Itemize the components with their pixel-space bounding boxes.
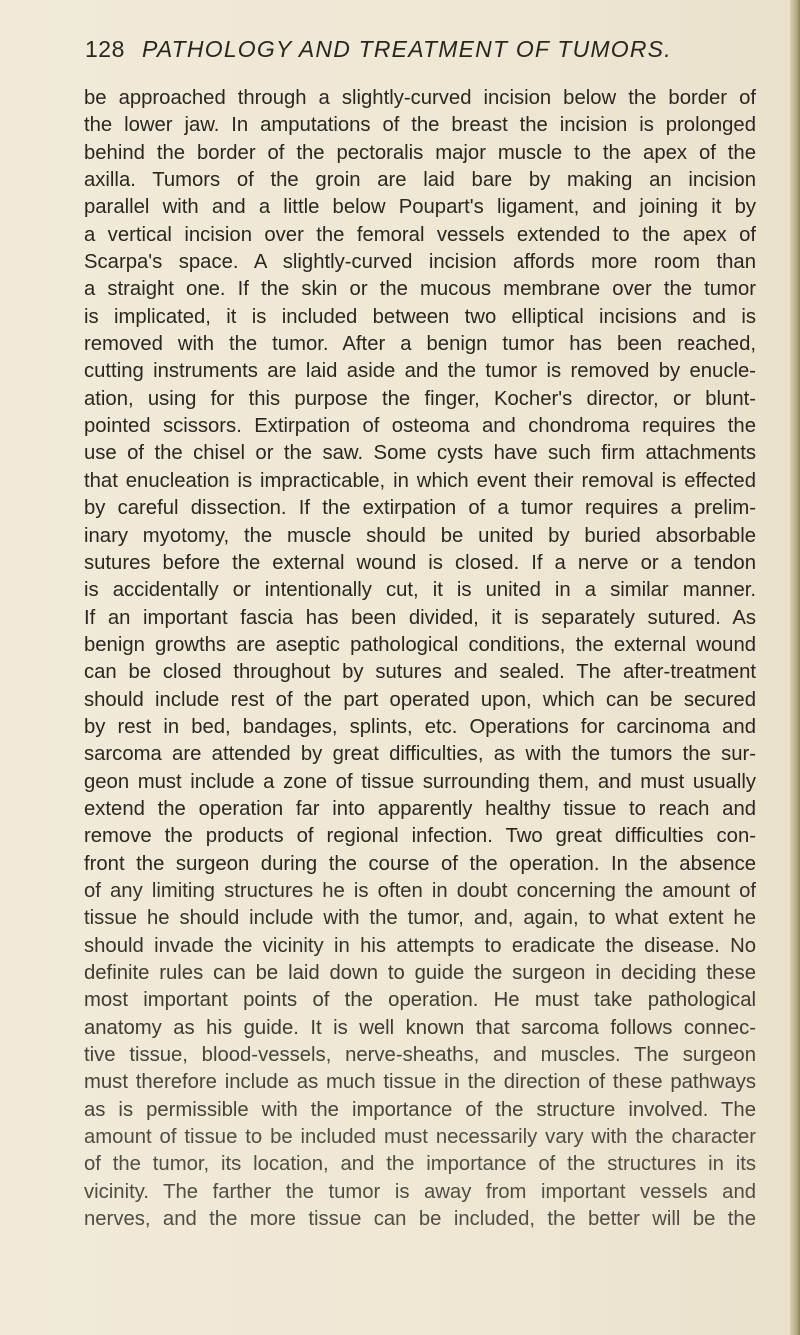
text-line: definite rules can be laid down to guide the surgeon in deciding these [84, 962, 756, 984]
text-line: vicinity. The farther the tumor is away from important vessels and [84, 1180, 756, 1203]
text-line: behind the border of the pectoralis major muscle to the apex of the [84, 141, 756, 164]
page-header [85, 36, 725, 72]
body-text [84, 85, 756, 1233]
page-number: 128 [85, 36, 125, 62]
text-line: tissue he should include with the tumor, and, again, to what extent he [84, 907, 756, 930]
text-line: cutting instruments are laid aside and the tumor is removed by enucle- [84, 360, 756, 383]
text-line: anatomy as his guide. It is well known that sarcoma follows connec- [84, 1016, 756, 1039]
text-line: sutures before the external wound is closed. If a nerve or a tendon [84, 551, 756, 574]
text-line: must therefore include as much tissue in the direction of these pathways [84, 1071, 756, 1094]
text-line: should invade the vicinity in his attempts to eradicate the disease. No [84, 934, 756, 957]
text-line: ation, using for this purpose the finger, Kocher's director, or blunt- [84, 387, 756, 410]
text-line: by careful dissection. If the extirpation of a tumor requires a prelim- [84, 497, 756, 520]
text-line: that enucleation is impracticable, in which event their removal is effected [84, 469, 756, 492]
text-line: is accidentally or intentionally cut, it is united in a similar manner. [84, 579, 756, 602]
text-line: of any limiting structures he is often in doubt concerning the amount of [84, 879, 756, 902]
text-line: front the surgeon during the course of the operation. In the absence [84, 852, 756, 875]
text-line: of the tumor, its location, and the importance of the structures in its [84, 1153, 756, 1176]
text-line: should include rest of the part operated upon, which can be secured [84, 688, 756, 711]
text-line: a vertical incision over the femoral vessels extended to the apex of [84, 223, 756, 246]
text-line: the lower jaw. In amputations of the breast the incision is prolonged [84, 114, 756, 137]
text-line: sarcoma are attended by great difficulties, as with the tumors the sur- [84, 743, 756, 766]
text-line: remove the products of regional infection. Two great difficulties con- [84, 825, 756, 848]
text-line: can be closed throughout by sutures and sealed. The after-treatment [84, 661, 756, 684]
text-line: amount of tissue to be included must necessarily vary with the character [84, 1126, 756, 1149]
text-line: as is permissible with the importance of the structure involved. The [84, 1098, 756, 1121]
text-line: use of the chisel or the saw. Some cysts have such firm attachments [84, 442, 756, 465]
text-line: most important points of the operation. He must take pathological [84, 989, 756, 1012]
text-line: parallel with and a little below Poupart's ligament, and joining it by [84, 196, 756, 219]
text-line: geon must include a zone of tissue surrounding them, and must usually [84, 770, 756, 793]
text-line: Scarpa's space. A slightly-curved incision affords more room than [84, 251, 756, 274]
text-line: tive tissue, blood-vessels, nerve-sheaths, and muscles. The surgeon [84, 1044, 756, 1067]
running-title: PATHOLOGY AND TREATMENT OF TUMORS. [142, 36, 672, 62]
text-line: a straight one. If the skin or the mucous membrane over the tumor [84, 278, 756, 301]
page-edge [790, 0, 800, 1335]
text-line: removed with the tumor. After a benign tumor has been reached, [84, 333, 756, 356]
text-line: axilla. Tumors of the groin are laid bare by making an incision [84, 169, 756, 192]
text-line: by rest in bed, bandages, splints, etc. Operations for carcinoma and [84, 715, 756, 738]
text-line: is implicated, it is included between two elliptical incisions and is [84, 305, 756, 328]
text-line: inary myotomy, the muscle should be united by buried absorbable [84, 524, 756, 547]
text-line: extend the operation far into apparently healthy tissue to reach and [84, 797, 756, 820]
text-line: be approached through a slightly-curved incision below the border of [84, 87, 756, 109]
text-line: pointed scissors. Extirpation of osteoma and chondroma requires the [84, 415, 756, 438]
text-line: nerves, and the more tissue can be included, the better will be the [84, 1208, 756, 1231]
text-line: If an important fascia has been divided, it is separately sutured. As [84, 606, 756, 629]
text-line: benign growths are aseptic pathological conditions, the external wound [84, 633, 756, 656]
